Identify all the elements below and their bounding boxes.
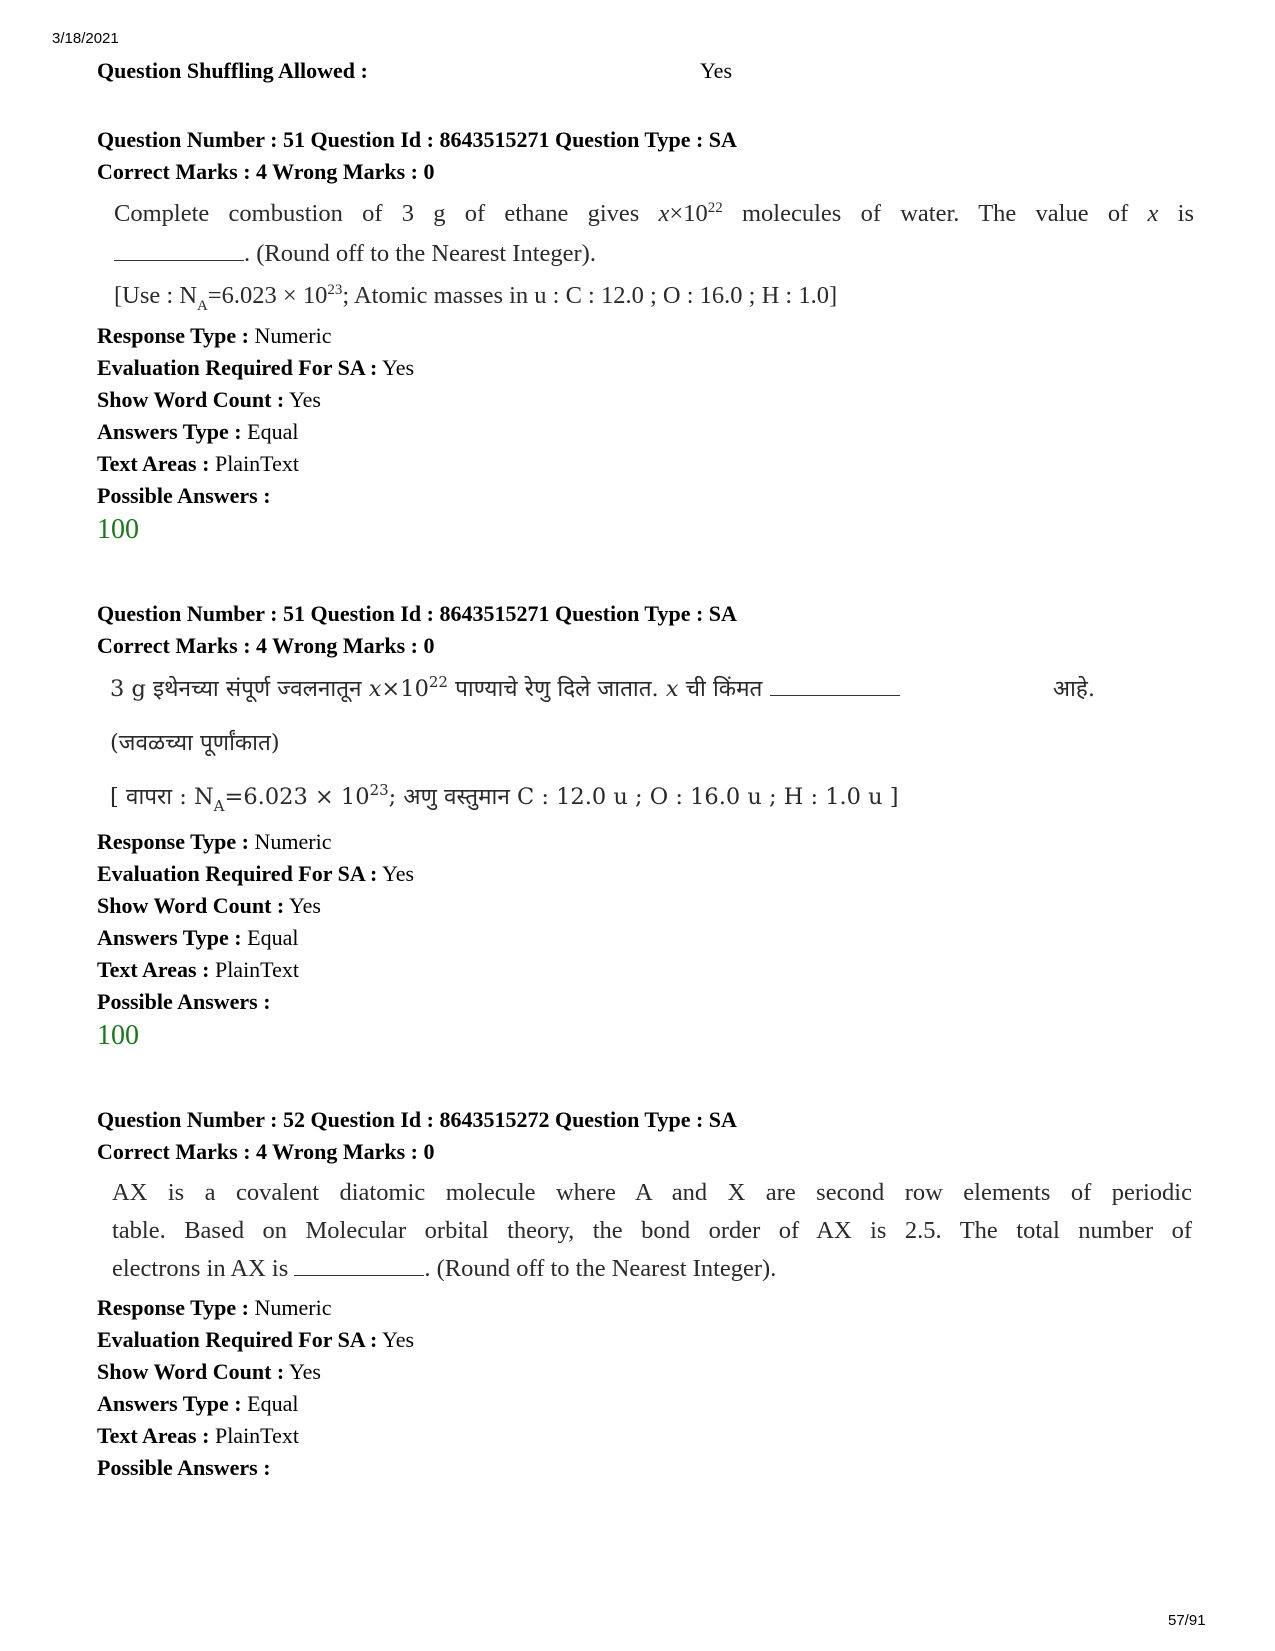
- field-text-areas: Text Areas : PlainText: [97, 957, 299, 982]
- field-possible-answers: Possible Answers :: [97, 483, 271, 508]
- possible-answer-value: 100: [97, 1020, 139, 1051]
- question-block: [97, 598, 1202, 1054]
- answer-blank: [770, 694, 900, 696]
- question-marks: Correct Marks : 4 Wrong Marks : 0: [97, 1139, 435, 1164]
- field-evaluation-required: Evaluation Required For SA : Yes: [97, 355, 415, 380]
- shuffle-value: Yes: [700, 58, 733, 83]
- field-response-type: Response Type : Numeric: [97, 323, 332, 348]
- field-answers-type: Answers Type : Equal: [97, 419, 299, 444]
- field-evaluation-required: Evaluation Required For SA : Yes: [97, 1327, 415, 1352]
- field-text-areas: Text Areas : PlainText: [97, 1423, 299, 1448]
- question-header: Question Number : 51 Question Id : 8643515271 Question Type : SA: [97, 601, 737, 626]
- page-number: 57/91: [1168, 1612, 1206, 1629]
- field-possible-answers: Possible Answers :: [97, 989, 271, 1014]
- question-text: 3 g इथेनच्या संपूर्ण ज्वलनातून $x\times 10^{22}$ पाण्याचे रेणु दिले जातात. x ची किंमत आहे. (जवळच्या पूर्णांकात) [ वापरा : $N_A=6.023 \times 10^{23}$; अणु वस्तुमान C : 12.0 u ; O : 16.0 u ; H : 1.0 u ]: [110, 673, 1095, 815]
- field-text-areas: Text Areas : PlainText: [97, 451, 299, 476]
- question-marks: Correct Marks : 4 Wrong Marks : 0: [97, 159, 435, 184]
- shuffle-label: Question Shuffling Allowed :: [97, 58, 368, 83]
- print-date: 3/18/2021: [52, 30, 119, 47]
- question-header: Question Number : 52 Question Id : 8643515272 Question Type : SA: [97, 1107, 737, 1132]
- field-evaluation-required: Evaluation Required For SA : Yes: [97, 861, 415, 886]
- field-answers-type: Answers Type : Equal: [97, 1391, 299, 1416]
- question-block: [97, 124, 1202, 548]
- question-text: AX is a covalent diatomic molecule where A and X are second row elements of periodic table. Based on Molecular orbital theory, the bond order of AX is 2.5. The total number of electrons in AX is . (Round off to the Nearest Integer).: [112, 1179, 1192, 1282]
- possible-answer-value: 100: [97, 514, 139, 545]
- field-response-type: Response Type : Numeric: [97, 829, 332, 854]
- question-block: [97, 1104, 1202, 1484]
- field-show-word-count: Show Word Count : Yes: [97, 387, 321, 412]
- field-show-word-count: Show Word Count : Yes: [97, 893, 321, 918]
- answer-blank: [294, 1274, 424, 1276]
- field-response-type: Response Type : Numeric: [97, 1295, 332, 1320]
- field-show-word-count: Show Word Count : Yes: [97, 1359, 321, 1384]
- question-text: Complete combustion of 3 g of ethane gives $x\times 10^{22}$ molecules of water. The value of x is . (Round off to the Nearest Integer). [Use : $N_A=6.023 \times 10^{23}$; Atomic masses in u : C : 12.0 ; O : 16.0 ; H : 1.0]: [114, 200, 1194, 314]
- question-header: Question Number : 51 Question Id : 8643515271 Question Type : SA: [97, 127, 737, 152]
- field-answers-type: Answers Type : Equal: [97, 925, 299, 950]
- question-marks: Correct Marks : 4 Wrong Marks : 0: [97, 633, 435, 658]
- shuffle-row: [97, 58, 797, 84]
- answer-blank: [114, 259, 244, 261]
- field-possible-answers: Possible Answers :: [97, 1455, 271, 1480]
